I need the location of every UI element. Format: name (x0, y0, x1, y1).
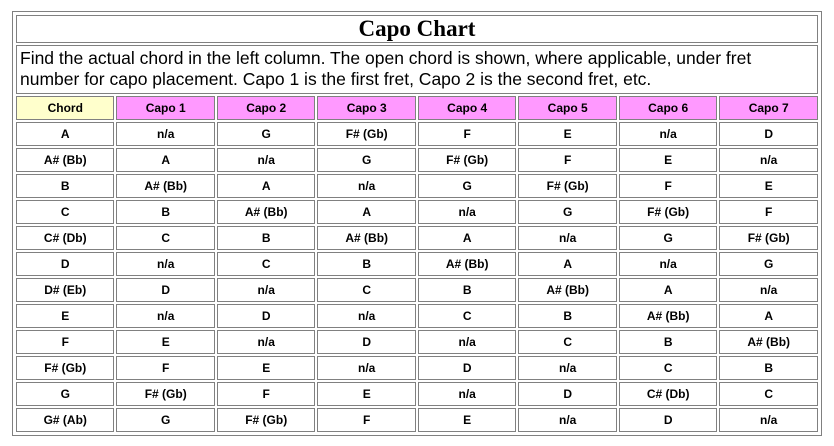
capo-cell: n/a (116, 252, 214, 276)
capo-cell: F# (Gb) (719, 226, 818, 250)
capo-cell: D (518, 382, 616, 406)
capo-cell: n/a (518, 408, 616, 432)
chord-cell: D# (Eb) (16, 278, 114, 302)
capo-cell: C (518, 330, 616, 354)
capo-cell: G (418, 174, 516, 198)
capo-cell: F# (Gb) (619, 200, 717, 224)
capo-cell: n/a (317, 174, 415, 198)
chord-cell: G (16, 382, 114, 406)
capo-cell: E (719, 174, 818, 198)
table-row (16, 252, 818, 276)
capo-cell: C (116, 226, 214, 250)
capo-cell: A (217, 174, 315, 198)
table-row (16, 330, 818, 354)
capo-cell: A# (Bb) (418, 252, 516, 276)
table-row (16, 174, 818, 198)
column-header-chord: Chord (16, 96, 114, 120)
capo-cell: B (317, 252, 415, 276)
capo-cell: A (719, 304, 818, 328)
capo-cell: n/a (317, 304, 415, 328)
capo-cell: C (418, 304, 516, 328)
table-row (16, 408, 818, 432)
capo-cell: D (719, 122, 818, 146)
capo-cell: n/a (317, 356, 415, 380)
capo-cell: E (619, 148, 717, 172)
capo-cell: A (518, 252, 616, 276)
capo-cell: A# (Bb) (317, 226, 415, 250)
capo-cell: n/a (518, 226, 616, 250)
capo-cell: n/a (217, 330, 315, 354)
chord-cell: A# (Bb) (16, 148, 114, 172)
capo-chart-table (14, 13, 820, 434)
table-row (16, 200, 818, 224)
capo-cell: n/a (217, 278, 315, 302)
chord-cell: G# (Ab) (16, 408, 114, 432)
capo-cell: C# (Db) (619, 382, 717, 406)
capo-cell: n/a (518, 356, 616, 380)
capo-cell: A# (Bb) (116, 174, 214, 198)
chord-cell: E (16, 304, 114, 328)
capo-cell: B (116, 200, 214, 224)
capo-cell: G (217, 122, 315, 146)
capo-cell: F# (Gb) (116, 382, 214, 406)
chord-cell: C# (Db) (16, 226, 114, 250)
capo-cell: F (518, 148, 616, 172)
capo-chart-frame (12, 11, 822, 436)
capo-cell: n/a (719, 148, 818, 172)
table-row (16, 122, 818, 146)
capo-cell: E (518, 122, 616, 146)
column-header-capo-3: Capo 3 (317, 96, 415, 120)
capo-cell: F# (Gb) (518, 174, 616, 198)
capo-cell: G (719, 252, 818, 276)
title-row (16, 15, 818, 43)
capo-cell: F# (Gb) (317, 122, 415, 146)
capo-cell: C (619, 356, 717, 380)
capo-cell: E (317, 382, 415, 406)
page-title: Capo Chart (16, 15, 818, 43)
capo-cell: B (719, 356, 818, 380)
chord-cell: F (16, 330, 114, 354)
capo-cell: n/a (217, 148, 315, 172)
chord-cell: A (16, 122, 114, 146)
intro-text: Find the actual chord in the left column. The open chord is shown, where applicable, under fret number for capo placement. Capo 1 is the first fret, Capo 2 is the second fret, etc. (16, 45, 818, 94)
capo-cell: A# (Bb) (719, 330, 818, 354)
table-row (16, 226, 818, 250)
capo-cell: A (116, 148, 214, 172)
capo-cell: C (317, 278, 415, 302)
capo-cell: B (217, 226, 315, 250)
capo-cell: F (217, 382, 315, 406)
capo-cell: E (116, 330, 214, 354)
capo-cell: E (217, 356, 315, 380)
capo-cell: A# (Bb) (619, 304, 717, 328)
table-row (16, 382, 818, 406)
table-row (16, 148, 818, 172)
capo-cell: n/a (719, 408, 818, 432)
capo-cell: A (619, 278, 717, 302)
capo-cell: A (418, 226, 516, 250)
table-row (16, 304, 818, 328)
capo-cell: n/a (116, 304, 214, 328)
capo-cell: n/a (719, 278, 818, 302)
capo-cell: D (418, 356, 516, 380)
capo-cell: E (418, 408, 516, 432)
capo-cell: A# (Bb) (217, 200, 315, 224)
capo-cell: F (418, 122, 516, 146)
capo-cell: G (317, 148, 415, 172)
capo-cell: n/a (619, 122, 717, 146)
capo-cell: B (418, 278, 516, 302)
column-header-capo-7: Capo 7 (719, 96, 818, 120)
capo-cell: G (619, 226, 717, 250)
capo-cell: n/a (418, 330, 516, 354)
capo-cell: F# (Gb) (418, 148, 516, 172)
capo-cell: n/a (619, 252, 717, 276)
chord-cell: D (16, 252, 114, 276)
capo-cell: A# (Bb) (518, 278, 616, 302)
capo-cell: C (719, 382, 818, 406)
capo-cell: D (217, 304, 315, 328)
capo-cell: B (619, 330, 717, 354)
capo-cell: F (719, 200, 818, 224)
capo-cell: n/a (116, 122, 214, 146)
capo-cell: G (116, 408, 214, 432)
capo-cell: G (518, 200, 616, 224)
capo-cell: F (317, 408, 415, 432)
capo-cell: F (116, 356, 214, 380)
capo-cell: B (518, 304, 616, 328)
table-row (16, 356, 818, 380)
header-row (16, 96, 818, 120)
column-header-capo-2: Capo 2 (217, 96, 315, 120)
capo-cell: C (217, 252, 315, 276)
capo-cell: F (619, 174, 717, 198)
capo-cell: D (317, 330, 415, 354)
intro-row (16, 45, 818, 94)
chord-cell: B (16, 174, 114, 198)
column-header-capo-5: Capo 5 (518, 96, 616, 120)
capo-cell: D (116, 278, 214, 302)
column-header-capo-6: Capo 6 (619, 96, 717, 120)
chord-cell: C (16, 200, 114, 224)
capo-cell: n/a (418, 200, 516, 224)
capo-cell: n/a (418, 382, 516, 406)
table-row (16, 278, 818, 302)
chord-cell: F# (Gb) (16, 356, 114, 380)
column-header-capo-4: Capo 4 (418, 96, 516, 120)
capo-cell: A (317, 200, 415, 224)
column-header-capo-1: Capo 1 (116, 96, 214, 120)
capo-cell: F# (Gb) (217, 408, 315, 432)
capo-cell: D (619, 408, 717, 432)
